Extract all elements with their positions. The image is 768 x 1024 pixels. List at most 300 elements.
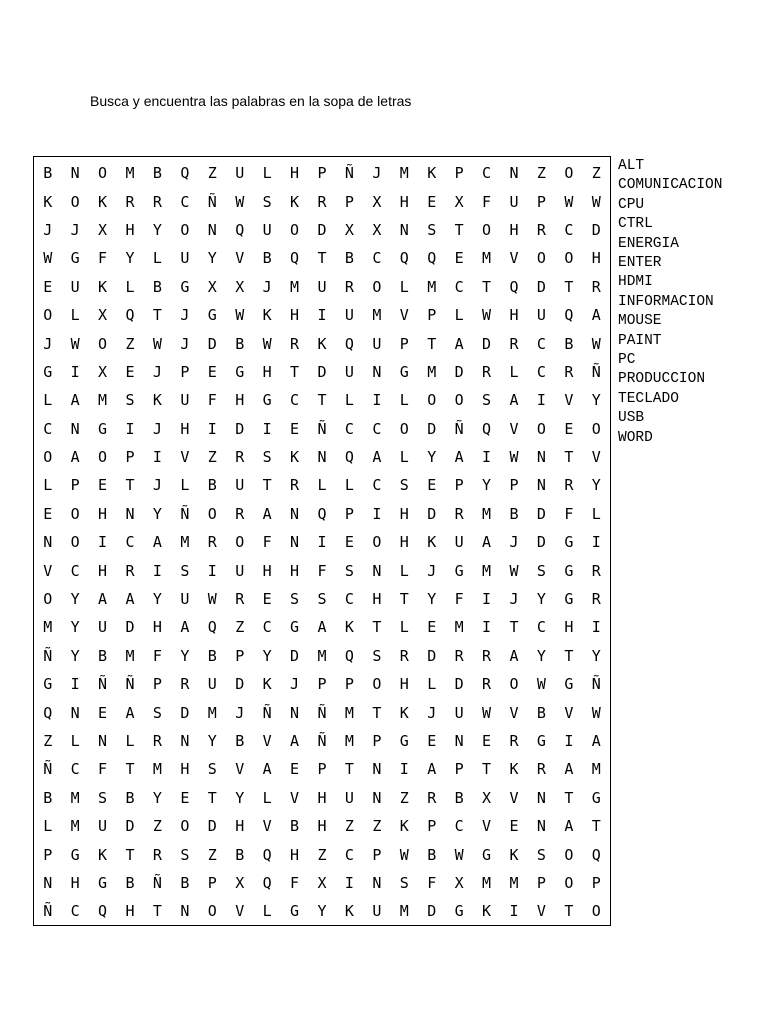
- grid-letter: R: [564, 476, 574, 495]
- grid-letter: J: [427, 703, 437, 722]
- grid-letter: O: [207, 504, 217, 523]
- grid-letter: S: [180, 561, 190, 580]
- grid-letter: Ñ: [317, 419, 327, 438]
- grid-letter: G: [290, 902, 300, 921]
- grid-letter: Y: [152, 788, 162, 807]
- grid-letter: F: [262, 533, 272, 552]
- grid-letter: O: [235, 533, 245, 552]
- grid-letter: V: [399, 306, 409, 325]
- grid-letter: E: [290, 760, 300, 779]
- grid-letter: K: [344, 902, 354, 921]
- grid-letter: L: [262, 164, 272, 183]
- grid-letter: Z: [372, 817, 382, 836]
- grid-letter: H: [290, 845, 300, 864]
- grid-letter: S: [427, 220, 437, 239]
- grid-letter: M: [125, 646, 135, 665]
- grid-letter: I: [564, 732, 574, 750]
- grid-letter: T: [152, 902, 162, 921]
- grid-letter: M: [98, 391, 108, 410]
- grid-letter: N: [180, 902, 190, 921]
- grid-letter: R: [125, 192, 135, 211]
- grid-letter: F: [207, 391, 217, 410]
- grid-letter: C: [454, 277, 464, 296]
- grid-letter: B: [207, 646, 217, 665]
- grid-letter: C: [344, 590, 354, 609]
- grid-letter: T: [454, 220, 464, 239]
- grid-letter: Ñ: [180, 504, 190, 523]
- grid-letter: D: [427, 902, 437, 921]
- grid-letter: K: [290, 192, 300, 211]
- grid-letter: L: [180, 476, 190, 495]
- grid-letter: V: [290, 788, 300, 807]
- grid-letter: Z: [152, 817, 162, 836]
- grid-letter: T: [399, 590, 409, 609]
- grid-letter: C: [536, 618, 546, 637]
- grid-letter: R: [344, 277, 354, 296]
- grid-letter: T: [591, 817, 601, 836]
- grid-letter: B: [152, 277, 162, 296]
- grid-letter: B: [180, 873, 190, 892]
- grid-letter: G: [290, 618, 300, 637]
- grid-letter: C: [290, 391, 300, 410]
- grid-letter: Z: [207, 448, 217, 467]
- grid-letter: L: [454, 306, 464, 325]
- grid-letter: A: [262, 760, 272, 779]
- grid-letter: O: [509, 675, 519, 694]
- grid-letter: X: [372, 220, 382, 239]
- grid-letter: H: [290, 306, 300, 325]
- grid-letter: O: [180, 220, 190, 239]
- grid-letter: M: [399, 164, 409, 183]
- grid-letter: Q: [482, 419, 492, 438]
- grid-letter: A: [317, 618, 327, 637]
- grid-letter: V: [180, 448, 190, 467]
- grid-letter: V: [564, 391, 574, 410]
- grid-letter: I: [509, 902, 519, 921]
- grid-letter: H: [262, 561, 272, 580]
- grid-letter: C: [344, 845, 354, 864]
- word-list-item: MOUSE: [618, 313, 662, 330]
- grid-letter: L: [509, 362, 519, 381]
- grid-letter: S: [125, 391, 135, 410]
- grid-letter: U: [235, 164, 245, 183]
- grid-letter: L: [591, 504, 601, 523]
- grid-letter: F: [290, 873, 300, 892]
- grid-letter: Y: [536, 590, 546, 609]
- word-list-item: PC: [618, 352, 636, 369]
- grid-letter: Z: [207, 845, 217, 864]
- grid-letter: U: [454, 703, 464, 722]
- grid-letter: M: [317, 646, 327, 665]
- grid-letter: S: [399, 873, 409, 892]
- grid-letter: A: [290, 732, 300, 750]
- grid-letter: L: [344, 391, 354, 410]
- grid-letter: A: [509, 646, 519, 665]
- grid-letter: H: [98, 561, 108, 580]
- grid-letter: O: [482, 220, 492, 239]
- grid-letter: W: [235, 306, 245, 325]
- grid-letter: Q: [262, 873, 272, 892]
- grid-letter: T: [564, 277, 574, 296]
- word-list-item: PRODUCCION: [618, 371, 706, 388]
- grid-letter: O: [591, 419, 601, 438]
- grid-letter: G: [235, 362, 245, 381]
- grid-letter: S: [180, 845, 190, 864]
- grid-letter: Y: [591, 391, 601, 410]
- grid-letter: L: [344, 476, 354, 495]
- grid-letter: O: [564, 873, 574, 892]
- grid-letter: R: [180, 675, 190, 694]
- grid-letter: C: [70, 760, 80, 779]
- grid-letter: Y: [70, 646, 80, 665]
- grid-letter: K: [317, 334, 327, 353]
- grid-letter: N: [43, 533, 53, 552]
- grid-letter: O: [98, 164, 108, 183]
- grid-letter: A: [262, 504, 272, 523]
- grid-letter: P: [591, 873, 601, 892]
- grid-letter: Y: [427, 590, 437, 609]
- grid-letter: H: [564, 618, 574, 637]
- grid-letter: R: [290, 334, 300, 353]
- grid-letter: H: [125, 902, 135, 921]
- grid-letter: K: [290, 448, 300, 467]
- grid-letter: L: [43, 391, 53, 410]
- grid-letter: R: [152, 732, 162, 750]
- grid-letter: H: [290, 164, 300, 183]
- grid-letter: G: [262, 391, 272, 410]
- grid-letter: D: [125, 618, 135, 637]
- word-list: [618, 157, 722, 448]
- grid-letter: M: [344, 703, 354, 722]
- grid-letter: M: [70, 817, 80, 836]
- grid-letter: U: [207, 675, 217, 694]
- grid-letter: O: [536, 249, 546, 268]
- grid-letter: Z: [317, 845, 327, 864]
- grid-letter: M: [399, 902, 409, 921]
- grid-letter: R: [125, 561, 135, 580]
- grid-letter: Q: [427, 249, 437, 268]
- grid-letter: W: [509, 561, 519, 580]
- grid-letter: D: [427, 419, 437, 438]
- grid-letter: V: [235, 760, 245, 779]
- grid-letter: B: [235, 334, 245, 353]
- grid-letter: I: [152, 448, 162, 467]
- grid-letter: D: [180, 703, 190, 722]
- grid-letter: A: [152, 533, 162, 552]
- grid-letter: B: [536, 703, 546, 722]
- grid-letter: R: [509, 334, 519, 353]
- grid-letter: D: [482, 334, 492, 353]
- grid-letter: Z: [536, 164, 546, 183]
- grid-letter: C: [372, 476, 382, 495]
- grid-letter: V: [262, 732, 272, 750]
- grid-letter: W: [207, 590, 217, 609]
- grid-letter: A: [70, 448, 80, 467]
- grid-letter: O: [98, 448, 108, 467]
- grid-letter: X: [344, 220, 354, 239]
- grid-letter: K: [152, 391, 162, 410]
- grid-letter: P: [125, 448, 135, 467]
- grid-letter: R: [235, 504, 245, 523]
- grid-letter: M: [591, 760, 601, 779]
- grid-letter: N: [536, 817, 546, 836]
- word-list-item: CPU: [618, 196, 645, 213]
- grid-letter: R: [427, 788, 437, 807]
- grid-letter: S: [207, 760, 217, 779]
- grid-letter: S: [372, 646, 382, 665]
- grid-letter: U: [344, 306, 354, 325]
- grid-letter: Q: [98, 902, 108, 921]
- grid-letter: R: [399, 646, 409, 665]
- grid-letter: J: [427, 561, 437, 580]
- grid-letter: Ñ: [317, 732, 327, 750]
- grid-letter: H: [317, 788, 327, 807]
- grid-letter: Q: [207, 618, 217, 637]
- grid-letter: R: [536, 220, 546, 239]
- grid-letter: J: [70, 220, 80, 239]
- grid-letter: K: [98, 845, 108, 864]
- word-list-item: PAINT: [618, 332, 662, 349]
- grid-letter: Ñ: [43, 646, 53, 665]
- grid-letter: O: [564, 164, 574, 183]
- grid-letter: I: [98, 533, 108, 552]
- grid-letter: Q: [564, 306, 574, 325]
- grid-letter: U: [372, 334, 382, 353]
- grid-letter: H: [235, 817, 245, 836]
- grid-letter: O: [427, 391, 437, 410]
- grid-letter: P: [317, 760, 327, 779]
- grid-letter: R: [454, 504, 464, 523]
- grid-letter: B: [98, 646, 108, 665]
- grid-letter: G: [70, 845, 80, 864]
- grid-letter: Z: [235, 618, 245, 637]
- grid-letter: E: [180, 788, 190, 807]
- grid-letter: O: [180, 817, 190, 836]
- grid-letter: G: [98, 873, 108, 892]
- grid-letter: J: [262, 277, 272, 296]
- grid-letter: U: [180, 391, 190, 410]
- grid-letter: I: [70, 362, 80, 381]
- grid-letter: P: [454, 476, 464, 495]
- grid-letter: J: [372, 164, 382, 183]
- grid-letter: O: [207, 902, 217, 921]
- grid-letter: Ñ: [454, 419, 464, 438]
- word-list-item: HDMI: [618, 274, 653, 291]
- grid-letter: A: [454, 448, 464, 467]
- grid-letter: M: [482, 504, 492, 523]
- grid-letter: S: [290, 590, 300, 609]
- grid-letter: Y: [70, 590, 80, 609]
- grid-letter: N: [454, 732, 464, 750]
- grid-letter: I: [482, 448, 492, 467]
- grid-letter: S: [262, 192, 272, 211]
- grid-letter: P: [509, 476, 519, 495]
- grid-letter: Y: [235, 788, 245, 807]
- grid-letter: V: [262, 817, 272, 836]
- grid-letter: M: [427, 362, 437, 381]
- grid-letter: V: [564, 703, 574, 722]
- grid-letter: K: [399, 817, 409, 836]
- grid-letter: R: [564, 362, 574, 381]
- grid-letter: L: [152, 249, 162, 268]
- grid-letter: G: [564, 590, 574, 609]
- grid-letter: S: [152, 703, 162, 722]
- grid-letter: M: [509, 873, 519, 892]
- grid-letter: T: [317, 391, 327, 410]
- grid-letter: T: [125, 760, 135, 779]
- grid-letter: O: [70, 533, 80, 552]
- grid-letter: U: [98, 817, 108, 836]
- grid-letter: R: [152, 845, 162, 864]
- grid-letter: P: [454, 760, 464, 779]
- grid-letter: Q: [180, 164, 190, 183]
- grid-letter: L: [262, 788, 272, 807]
- grid-letter: O: [70, 504, 80, 523]
- grid-letter: S: [399, 476, 409, 495]
- grid-letter: Y: [152, 220, 162, 239]
- grid-letter: I: [317, 306, 327, 325]
- grid-letter: E: [564, 419, 574, 438]
- grid-letter: W: [454, 845, 464, 864]
- grid-letter: Y: [207, 249, 217, 268]
- grid-letter: L: [70, 732, 80, 750]
- grid-letter: V: [509, 419, 519, 438]
- grid-letter: D: [290, 646, 300, 665]
- grid-letter: T: [262, 476, 272, 495]
- grid-letter: G: [98, 419, 108, 438]
- grid-letter: L: [399, 448, 409, 467]
- grid-letter: T: [372, 618, 382, 637]
- grid-letter: U: [536, 306, 546, 325]
- grid-letter: Z: [43, 732, 53, 750]
- grid-letter: N: [98, 732, 108, 750]
- grid-letter: K: [43, 192, 53, 211]
- grid-letter: I: [591, 533, 601, 552]
- grid-letter: E: [98, 703, 108, 722]
- grid-letter: G: [70, 249, 80, 268]
- grid-letter: Q: [43, 703, 53, 722]
- grid-letter: P: [207, 873, 217, 892]
- grid-letter: N: [536, 448, 546, 467]
- grid-letter: M: [125, 164, 135, 183]
- grid-letter: T: [564, 646, 574, 665]
- grid-letter: T: [482, 277, 492, 296]
- grid-letter: N: [43, 873, 53, 892]
- grid-letter: J: [43, 334, 53, 353]
- grid-letter: D: [317, 362, 327, 381]
- grid-letter: U: [344, 788, 354, 807]
- grid-letter: T: [482, 760, 492, 779]
- grid-letter: N: [207, 220, 217, 239]
- grid-letter: Y: [317, 902, 327, 921]
- grid-letter: I: [372, 391, 382, 410]
- grid-letter: R: [536, 760, 546, 779]
- grid-letter: O: [564, 249, 574, 268]
- word-list-item: ENERGIA: [618, 235, 679, 252]
- grid-letter: T: [509, 618, 519, 637]
- grid-letter: P: [180, 362, 190, 381]
- grid-letter: E: [427, 476, 437, 495]
- grid-letter: Z: [125, 334, 135, 353]
- grid-letter: G: [207, 306, 217, 325]
- grid-letter: E: [43, 277, 53, 296]
- grid-letter: B: [125, 873, 135, 892]
- grid-letter: Ñ: [152, 873, 162, 892]
- grid-letter: M: [207, 703, 217, 722]
- grid-letter: V: [235, 249, 245, 268]
- grid-letter: R: [591, 277, 601, 296]
- grid-letter: B: [235, 845, 245, 864]
- grid-letter: Y: [152, 590, 162, 609]
- grid-letter: R: [482, 362, 492, 381]
- grid-letter: E: [262, 590, 272, 609]
- grid-letter: M: [344, 732, 354, 750]
- grid-letter: O: [536, 419, 546, 438]
- grid-letter: W: [536, 675, 546, 694]
- grid-letter: H: [399, 675, 409, 694]
- grid-letter: Ñ: [43, 902, 53, 921]
- grid-letter: D: [125, 817, 135, 836]
- grid-letter: G: [536, 732, 546, 750]
- grid-letter: G: [591, 788, 601, 807]
- grid-letter: N: [290, 533, 300, 552]
- grid-letter: B: [152, 164, 162, 183]
- grid-letter: A: [372, 448, 382, 467]
- word-list-item: USB: [618, 410, 645, 427]
- grid-letter: P: [536, 873, 546, 892]
- grid-letter: F: [454, 590, 464, 609]
- grid-letter: Q: [344, 334, 354, 353]
- grid-letter: P: [317, 675, 327, 694]
- grid-letter: C: [536, 334, 546, 353]
- grid-letter: P: [70, 476, 80, 495]
- grid-letter: E: [290, 419, 300, 438]
- grid-letter: B: [262, 249, 272, 268]
- grid-letter: A: [98, 590, 108, 609]
- grid-letter: M: [152, 760, 162, 779]
- grid-letter: H: [125, 220, 135, 239]
- grid-letter: U: [372, 902, 382, 921]
- grid-letter: H: [399, 504, 409, 523]
- grid-letter: L: [125, 277, 135, 296]
- word-list-item: TECLADO: [618, 390, 679, 407]
- grid-letter: D: [536, 504, 546, 523]
- grid-letter: T: [317, 249, 327, 268]
- grid-letter: T: [290, 362, 300, 381]
- grid-letter: M: [43, 618, 53, 637]
- grid-letter: O: [43, 448, 53, 467]
- grid-letter: E: [427, 618, 437, 637]
- grid-letter: I: [372, 504, 382, 523]
- grid-letter: H: [180, 760, 190, 779]
- grid-letter: B: [290, 817, 300, 836]
- grid-letter: Ñ: [591, 675, 601, 694]
- grid-letter: N: [125, 504, 135, 523]
- grid-letter: P: [43, 845, 53, 864]
- grid-letter: L: [427, 675, 437, 694]
- grid-letter: Q: [317, 504, 327, 523]
- grid-letter: H: [98, 504, 108, 523]
- grid-letter: O: [43, 590, 53, 609]
- grid-letter: L: [317, 476, 327, 495]
- grid-letter: N: [290, 703, 300, 722]
- grid-letter: U: [509, 192, 519, 211]
- grid-letter: J: [152, 419, 162, 438]
- grid-letter: H: [399, 192, 409, 211]
- grid-letter: C: [482, 164, 492, 183]
- grid-letter: X: [372, 192, 382, 211]
- grid-letter: N: [536, 476, 546, 495]
